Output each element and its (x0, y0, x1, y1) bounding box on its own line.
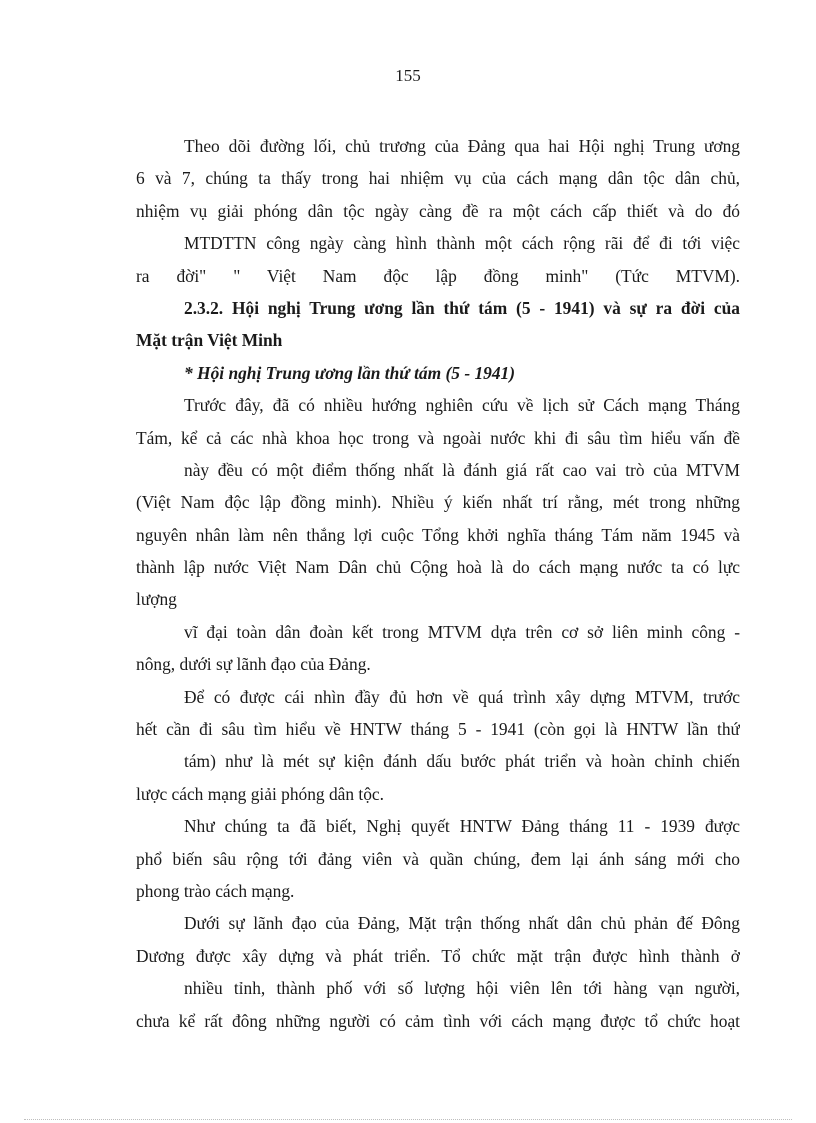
section-heading: 2.3.2. Hội nghị Trung ương lần thứ tám (5 - 1941) và sự ra đời của (184, 297, 740, 318)
text-line: lược cách mạng giải phóng dân tộc. (136, 783, 385, 804)
subsection-heading: * Hội nghị Trung ương lần thứ tám (5 - 1941) (184, 362, 516, 383)
text-line: Như chúng ta đã biết, Nghị quyết HNTW Đảng tháng 11 - 1939 được (184, 816, 740, 837)
text-line: hết cần đi sâu tìm hiểu về HNTW tháng 5 - 1941 (còn gọi là HNTW lần thứ (136, 719, 740, 740)
text-line: chưa kể rất đông những người có cảm tình với cách mạng được tổ chức hoạt (136, 1010, 740, 1031)
section-heading: Mặt trận Việt Minh (136, 330, 283, 351)
page-bottom-rule (24, 1119, 792, 1120)
page-number: 155 (395, 66, 421, 85)
body-text (136, 130, 740, 1037)
text-line: phổ biến sâu rộng tới đảng viên và quần chúng, đem lại ánh sáng mới cho (136, 848, 740, 869)
text-line: Dương được xây dựng và phát triển. Tổ chức mặt trận được hình thành ở (136, 945, 740, 966)
text-line: MTDTTN công ngày càng hình thành một cách rộng rãi để đi tới việc (184, 233, 740, 254)
text-line: lượng (136, 589, 177, 610)
text-line: Dưới sự lãnh đạo của Đảng, Mặt trận thống nhất dân chủ phản đế Đông (184, 913, 740, 934)
text-line: Để có được cái nhìn đầy đủ hơn về quá trình xây dựng MTVM, trước (184, 686, 740, 707)
text-line: Theo dõi đường lối, chủ trương của Đảng qua hai Hội nghị Trung ương (184, 136, 740, 156)
text-line: phong trào cách mạng. (136, 880, 295, 901)
text-line: này đều có một điểm thống nhất là đánh giá rất cao vai trò của MTVM (184, 459, 740, 480)
text-line: nhiều tỉnh, thành phố với số lượng hội viên lên tới hàng vạn người, (184, 978, 740, 999)
text-line: vĩ đại toàn dân đoàn kết trong MTVM dựa trên cơ sở liên minh công - (184, 621, 740, 642)
text-line: nhiệm vụ giải phóng dân tộc ngày càng đề ra một cách cấp thiết và do đó (136, 200, 740, 221)
text-line: nông, dưới sự lãnh đạo của Đảng. (136, 654, 371, 675)
text-line: tám) như là mét sự kiện đánh dấu bước phát triển và hoàn chỉnh chiến (184, 751, 740, 772)
text-line: Tám, kể cả các nhà khoa học trong và ngoài nước khi đi sâu tìm hiểu vấn đề (136, 427, 740, 448)
text-line: nguyên nhân làm nên thắng lợi cuộc Tổng khởi nghĩa tháng Tám năm 1945 và (136, 524, 740, 545)
text-line: 6 và 7, chúng ta thấy trong hai nhiệm vụ của cách mạng dân tộc dân chủ, (136, 168, 740, 189)
text-line: ra đời" " Việt Nam độc lập đồng minh" (Tức MTVM). (136, 265, 740, 286)
text-line: Trước đây, đã có nhiều hướng nghiên cứu về lịch sử Cách mạng Tháng (184, 395, 740, 416)
text-line: (Việt Nam độc lập đồng minh). Nhiều ý kiến nhất trí rằng, mét trong những (136, 492, 740, 513)
text-line: thành lập nước Việt Nam Dân chủ Cộng hoà là do cách mạng nước ta có lực (136, 557, 740, 578)
